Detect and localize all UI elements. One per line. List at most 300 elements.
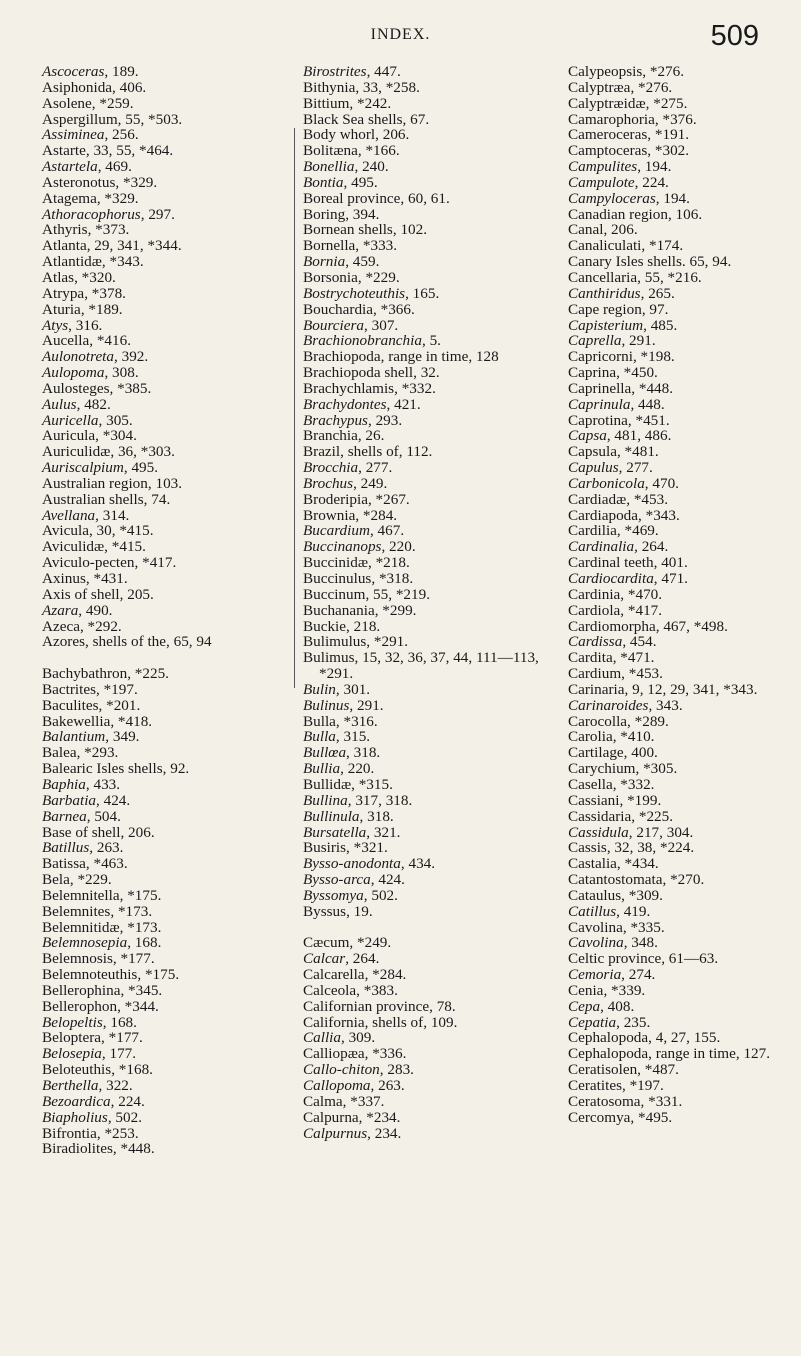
index-entry — [568, 222, 783, 238]
index-entry — [303, 1015, 553, 1031]
entry-references: , 224. — [110, 1092, 145, 1110]
index-entry — [303, 397, 553, 413]
entry-term: Avicula — [42, 522, 89, 540]
entry-term: Atlas — [42, 268, 75, 286]
index-entry — [568, 634, 783, 650]
entry-references: , 297. — [140, 205, 175, 223]
entry-references: , *199. — [619, 791, 662, 809]
index-entry — [568, 365, 783, 381]
entry-references: , *225. — [127, 665, 169, 683]
index-entry — [42, 571, 287, 587]
entry-references: . 65, 94. — [681, 253, 732, 271]
index-entry — [568, 666, 783, 682]
entry-references: , *275. — [645, 94, 688, 112]
entry-term: Belemnites — [42, 902, 111, 920]
entry-references: , *339. — [603, 981, 646, 999]
entry-references: , 318. — [359, 807, 394, 825]
index-entry — [303, 872, 553, 888]
entry-term: Capsa — [568, 427, 607, 445]
entry-term: Calyptræa — [568, 78, 631, 96]
entry-references: , *417. — [134, 554, 177, 572]
index-entry — [568, 761, 783, 777]
index-entry — [42, 539, 287, 555]
index-entry — [303, 428, 553, 444]
index-entry — [303, 761, 553, 777]
index-entry — [303, 476, 553, 492]
index-entry — [303, 175, 553, 191]
entry-references: , 15, 32, 36, 37, 44, 111—113, *291. — [319, 649, 539, 683]
entry-references: , *299. — [374, 601, 417, 619]
index-entry — [42, 1078, 287, 1094]
entry-references: , *291. — [366, 633, 409, 651]
entry-term: Cassidaria — [568, 807, 632, 825]
entry-term: Cardiola — [568, 601, 621, 619]
entry-references: , *218. — [367, 554, 410, 572]
entry-term: Cephalopoda — [568, 1045, 649, 1063]
entry-references: , 424. — [370, 871, 405, 889]
entry-term: Cardinal teeth — [568, 554, 654, 572]
entry-references: , 277. — [618, 459, 653, 477]
index-entry — [568, 508, 783, 524]
index-entry — [568, 1062, 783, 1078]
entry-references: , *302. — [647, 142, 690, 160]
index-entry — [568, 349, 783, 365]
entry-term: Atys — [42, 316, 69, 334]
index-entry — [303, 840, 553, 856]
entry-references: , 177. — [101, 1045, 137, 1063]
entry-references: , 78. — [429, 997, 456, 1015]
index-entry — [568, 112, 783, 128]
entry-term: Assiminea — [42, 126, 105, 144]
index-entry — [568, 1046, 783, 1062]
entry-term: Bullia — [303, 760, 341, 778]
entry-term: Batillus — [42, 839, 90, 857]
entry-term: Campulote — [568, 173, 635, 191]
index-entry — [42, 983, 287, 999]
entry-term: Bela — [42, 871, 70, 889]
index-entry — [568, 127, 783, 143]
entry-term: Aulus — [42, 395, 77, 413]
entry-references: , 264. — [345, 950, 380, 968]
index-entry — [303, 381, 553, 397]
entry-term: Bactrites — [42, 680, 96, 698]
index-entry — [42, 333, 287, 349]
entry-references: , *416. — [89, 332, 131, 350]
entry-term: Cepa — [568, 997, 601, 1015]
index-entry — [303, 539, 553, 555]
entry-term: Belemnitella — [42, 886, 120, 904]
entry-references: , 421. — [386, 395, 421, 413]
index-entry — [568, 1015, 783, 1031]
index-entry — [42, 349, 287, 365]
entry-references: , *276. — [642, 63, 685, 80]
entry-term: Capricorni — [568, 348, 633, 366]
entry-references: , 349. — [105, 728, 140, 746]
entry-term: Avellana — [42, 506, 96, 524]
entry-references: , 4, 27, 155. — [648, 1029, 721, 1047]
index-entry — [303, 80, 553, 96]
entry-term: Aulopoma — [42, 364, 105, 382]
entry-references: , *242. — [349, 94, 392, 112]
entry-term: Capulus — [568, 459, 619, 477]
entry-references: , *284. — [355, 506, 398, 524]
entry-references: , *415. — [104, 538, 146, 556]
index-entry — [568, 825, 783, 841]
index-entry — [568, 1094, 783, 1110]
entry-references: , 206. — [120, 823, 155, 841]
index-entry — [303, 825, 553, 841]
index-entry — [568, 539, 783, 555]
entry-references: , *191. — [647, 126, 690, 144]
index-entry — [42, 920, 287, 936]
entry-term: Bornean shells — [303, 221, 393, 239]
index-entry — [303, 286, 553, 302]
entry-references: , *292. — [79, 617, 122, 635]
entry-references: , 29, 341, *344. — [86, 237, 182, 255]
index-entry — [303, 809, 553, 825]
entry-term: Bostrychoteuthis — [303, 284, 406, 302]
entry-term: Callia — [303, 1029, 341, 1047]
entry-references: , *289. — [627, 712, 669, 730]
entry-term: Castalia — [568, 855, 617, 873]
index-entry — [568, 96, 783, 112]
entry-term: Boreal province — [303, 189, 401, 207]
index-entry — [568, 745, 783, 761]
index-entry — [303, 1078, 553, 1094]
index-entry — [568, 555, 783, 571]
entry-term: Auriscalpium — [42, 459, 124, 477]
entry-term: Cardissa — [568, 633, 623, 651]
entry-term: Bifrontia — [42, 1124, 97, 1142]
entry-term: Bolitæna — [303, 142, 358, 160]
entry-references: , *495. — [630, 1108, 673, 1126]
entry-references: , *469. — [616, 522, 659, 540]
entry-term: Carolia — [568, 728, 613, 746]
index-entry — [42, 159, 287, 175]
entry-references: , 30, *415. — [88, 522, 154, 540]
entry-references: , *320. — [74, 268, 116, 286]
entry-term: Bornia — [303, 253, 346, 271]
index-entry — [303, 460, 553, 476]
entry-references: , 33, *258. — [355, 78, 420, 96]
entry-references: , 307. — [364, 316, 399, 334]
index-entry — [42, 634, 287, 650]
entry-references: , 234. — [367, 1124, 402, 1142]
entry-term: Aspergillum — [42, 110, 118, 128]
entry-term: Base of shell — [42, 823, 121, 841]
entry-term: Bithynia — [303, 78, 356, 96]
entry-term: Calcarella — [303, 966, 365, 984]
index-entry — [303, 698, 553, 714]
entry-references: , *410. — [612, 728, 655, 746]
index-entry — [568, 872, 783, 888]
entry-references: , 424. — [96, 791, 131, 809]
entry-references: , *253. — [96, 1124, 139, 1142]
index-entry — [568, 428, 783, 444]
index-entry — [568, 935, 783, 951]
index-entry — [303, 365, 553, 381]
index-entry — [303, 191, 553, 207]
entry-references: , 495. — [343, 173, 378, 191]
index-entry — [303, 1030, 553, 1046]
entry-term: Bellerophon — [42, 997, 118, 1015]
entry-references: , 249. — [353, 474, 388, 492]
index-entry — [42, 1046, 287, 1062]
entry-references: , 448. — [630, 395, 665, 413]
entry-references: , 5. — [421, 332, 441, 350]
entry-term: Camarophoria — [568, 110, 655, 128]
entry-references: , *270. — [662, 871, 705, 889]
index-entry — [42, 143, 287, 159]
index-entry — [568, 238, 783, 254]
entry-term: Balearic Isles shells — [42, 760, 163, 778]
index-entry — [42, 872, 287, 888]
index-entry — [303, 634, 553, 650]
index-entry — [568, 444, 783, 460]
index-entry — [568, 999, 783, 1015]
entry-term: Carocolla — [568, 712, 628, 730]
entry-term: Campulites — [568, 158, 638, 176]
entry-term: Baphia — [42, 775, 86, 793]
index-entry — [42, 365, 287, 381]
entry-references: , 277. — [358, 459, 393, 477]
index-entry — [42, 508, 287, 524]
entry-term: Athoracophorus — [42, 205, 141, 223]
entry-references: , 165. — [405, 284, 440, 302]
index-entry — [568, 80, 783, 96]
entry-term: Belemnosepia — [42, 934, 128, 952]
index-entry — [568, 191, 783, 207]
index-entry — [42, 1110, 287, 1126]
index-entry — [303, 508, 553, 524]
entry-references: , 495. — [123, 459, 159, 477]
entry-references: , 235. — [616, 1013, 651, 1031]
index-entry — [42, 96, 287, 112]
entry-term: Beloptera — [42, 1029, 102, 1047]
index-entry — [42, 127, 287, 143]
entry-references: , 305. — [98, 411, 133, 429]
entry-references: , 293. — [367, 411, 403, 429]
entry-references: , 194. — [637, 158, 672, 176]
entry-references: , 26. — [357, 427, 385, 445]
entry-references: , *366. — [373, 300, 415, 318]
index-entry — [42, 840, 287, 856]
entry-term: Cardium — [568, 665, 622, 683]
entry-term: Azara — [42, 601, 79, 619]
entry-references: , *177. — [112, 950, 155, 968]
index-entry — [303, 603, 553, 619]
entry-term: Brochus — [303, 474, 354, 492]
entry-references: , *487. — [637, 1061, 679, 1079]
index-entry — [303, 413, 553, 429]
index-entry — [303, 714, 553, 730]
entry-references: , *434. — [616, 855, 659, 873]
entry-term: Axinus — [42, 570, 86, 587]
entry-term: Cemoria — [568, 966, 622, 984]
entry-references: , *343. — [638, 506, 680, 524]
index-entry — [568, 64, 783, 80]
index-entry — [42, 222, 287, 238]
index-entry — [568, 397, 783, 413]
entry-term: Bittium — [303, 94, 350, 112]
index-entry — [568, 793, 783, 809]
entry-references: , *267. — [367, 490, 410, 508]
entry-term: Carychium — [568, 760, 636, 778]
index-column-1 — [42, 64, 287, 1157]
entry-references: , 433. — [85, 775, 121, 793]
entry-references: , 467, *498. — [655, 617, 728, 635]
entry-term: Cardiadæ — [568, 490, 627, 508]
entry-references: , *284. — [364, 966, 407, 984]
entry-term: Bourciera — [303, 316, 365, 334]
entry-references: , 408. — [600, 997, 635, 1015]
index-entry — [303, 349, 553, 365]
index-entry — [303, 318, 553, 334]
entry-references: , *378. — [84, 284, 126, 302]
index-entry — [303, 159, 553, 175]
entry-term: Bullidæ — [303, 775, 352, 793]
index-entry — [42, 967, 287, 983]
index-entry — [568, 492, 783, 508]
index-entry — [303, 571, 553, 587]
entry-references: , 112. — [398, 443, 433, 461]
entry-references: , 274. — [621, 966, 656, 984]
index-entry — [303, 967, 553, 983]
index-entry — [42, 825, 287, 841]
entry-references: , *453. — [621, 665, 663, 683]
entry-references: , 74. — [143, 490, 171, 508]
entry-references: , 467. — [369, 522, 405, 540]
entry-term: Cataulus — [568, 886, 622, 904]
entry-references: , 265. — [640, 284, 675, 302]
index-entry — [303, 523, 553, 539]
index-entry — [568, 318, 783, 334]
entry-term: Buckie — [303, 617, 347, 635]
index-entry — [42, 587, 287, 603]
entry-references: , 32, 38, *224. — [606, 839, 695, 857]
index-entry — [568, 143, 783, 159]
entry-references: , 482. — [76, 395, 111, 413]
entry-term: Ceratisolen — [568, 1061, 638, 1079]
index-entry — [568, 1110, 783, 1126]
entry-references: , 103. — [147, 474, 183, 492]
entry-term: California, shells of — [303, 1013, 424, 1031]
entry-term: Busiris — [303, 839, 347, 857]
entry-term: Belosepia — [42, 1045, 102, 1063]
entry-references: , 406. — [112, 78, 147, 96]
entry-references: , 502. — [363, 886, 398, 904]
entry-term: Cardilia — [568, 522, 617, 540]
index-entry — [568, 951, 783, 967]
index-entry — [42, 286, 287, 302]
entry-references: , *453. — [626, 490, 668, 508]
entry-references: , *344. — [117, 997, 159, 1015]
index-entry — [303, 492, 553, 508]
entry-term: Cavolina — [568, 918, 623, 936]
entry-term: Bulla — [303, 712, 336, 730]
index-entry — [303, 777, 553, 793]
entry-term: Barnea — [42, 807, 87, 825]
entry-references: , *225. — [631, 807, 674, 825]
index-entry — [303, 238, 553, 254]
entry-references: , *197. — [95, 680, 138, 698]
index-entry — [568, 333, 783, 349]
entry-term: Calceola — [303, 981, 357, 999]
entry-references: , *229. — [69, 871, 112, 889]
entry-references: , 315. — [335, 728, 371, 746]
index-entry — [42, 1126, 287, 1142]
entry-references: , 309. — [340, 1029, 376, 1047]
entry-term: Beloteuthis — [42, 1061, 112, 1079]
index-entry — [42, 270, 287, 286]
entry-references: , 67. — [402, 110, 430, 128]
entry-references: , 264. — [634, 538, 669, 556]
entry-term: Asteronotus — [42, 173, 116, 191]
entry-term: Astartela — [42, 158, 98, 176]
entry-term: Bulla — [303, 728, 336, 746]
entry-references: , 317, 318. — [347, 791, 413, 809]
index-entry — [568, 983, 783, 999]
index-entry — [303, 983, 553, 999]
entry-references: , 343. — [648, 696, 683, 714]
entry-term: Belopeltis — [42, 1013, 103, 1031]
entry-references: , 194. — [655, 189, 690, 207]
entry-term: Calliopæa — [303, 1045, 365, 1063]
page-header — [0, 0, 801, 60]
entry-term: Aulosteges — [42, 379, 110, 397]
entry-term: Campyloceras — [568, 189, 656, 207]
index-entry — [568, 571, 783, 587]
entry-term: Bonellia — [303, 158, 355, 176]
index-entry — [303, 1110, 553, 1126]
index-entry — [303, 1126, 553, 1142]
entry-term: Catillus — [568, 902, 617, 920]
index-entry — [42, 207, 287, 223]
index-entry — [42, 302, 287, 318]
index-entry — [42, 191, 287, 207]
entry-term: Caprella — [568, 332, 622, 350]
entry-references: , *343. — [101, 253, 144, 271]
entry-term: Aviculo-pecten — [42, 554, 135, 572]
entry-references: , *259. — [91, 94, 134, 112]
index-entry — [42, 951, 287, 967]
entry-term: Azeca — [42, 617, 80, 635]
entry-term: Astarte — [42, 142, 86, 160]
entry-references: , 314. — [95, 506, 130, 524]
entry-references: , *198. — [632, 348, 675, 366]
entry-term: Asiphonida — [42, 78, 113, 96]
index-entry — [303, 64, 553, 80]
index-entry — [568, 159, 783, 175]
index-entry — [303, 935, 553, 951]
index-entry — [568, 476, 783, 492]
index-entry — [568, 967, 783, 983]
entry-references: , *316. — [335, 712, 378, 730]
entry-references: , *376. — [654, 110, 697, 128]
entry-references: , 33, 55, *464. — [85, 142, 174, 160]
entry-references: , 220. — [381, 538, 416, 556]
entry-term: Borsonia — [303, 268, 358, 286]
entry-term: Bulinus — [303, 696, 350, 714]
entry-term: Callopoma — [303, 1077, 371, 1094]
index-entry — [568, 729, 783, 745]
index-entry — [568, 698, 783, 714]
index-entry — [568, 603, 783, 619]
entry-references: , *177. — [101, 1029, 143, 1047]
entry-term: Canal — [568, 221, 604, 239]
entry-references: , 434. — [400, 855, 436, 873]
entry-term: Cardita — [568, 649, 613, 667]
